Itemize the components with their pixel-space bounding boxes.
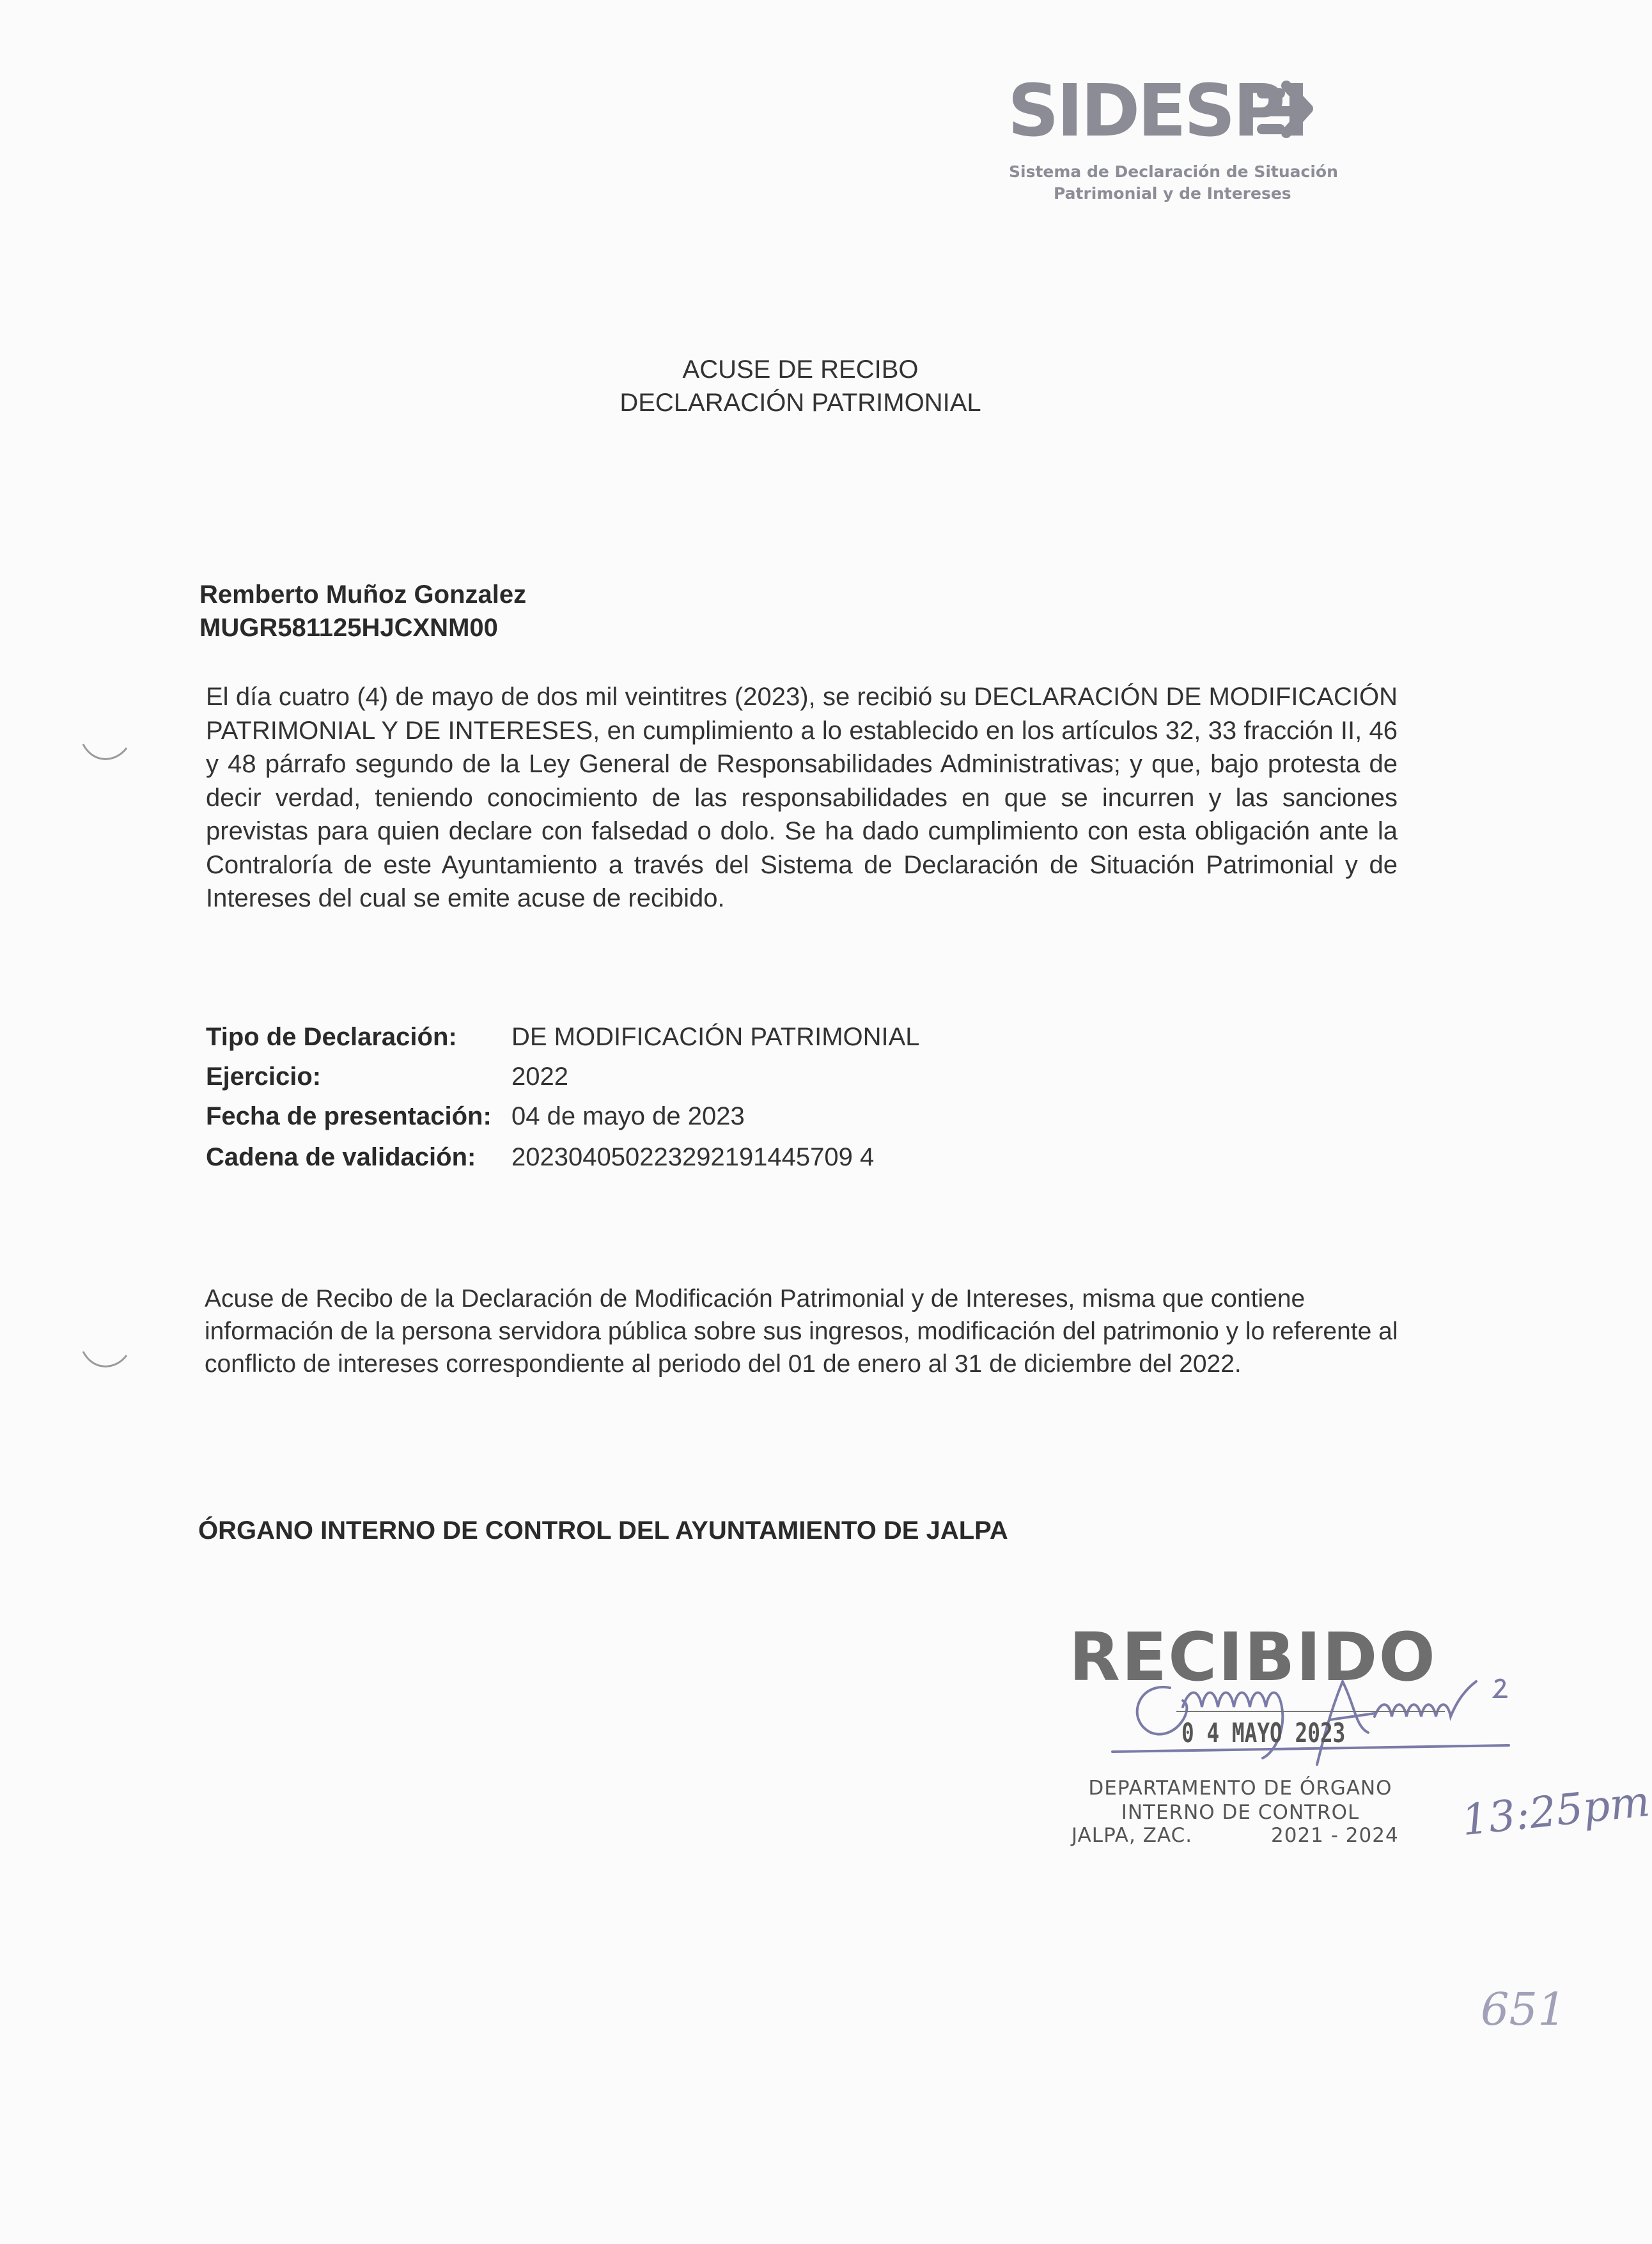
field-value: 202304050223292191445709 4 [511,1143,875,1171]
punch-hole-mark-icon [77,735,134,774]
organization-name: ÓRGANO INTERNO DE CONTROL DEL AYUNTAMIENTO DE JALPA [198,1516,1008,1545]
field-label: Fecha de presentación: [206,1102,492,1130]
document-title: ACUSE DE RECIBO [682,355,919,384]
signature-icon [1100,1662,1534,1771]
logo-wordmark: SIDESPI [1008,70,1307,153]
stamp-rule [1176,1711,1445,1712]
punch-hole-mark-icon [77,1343,134,1381]
declarant-curp: MUGR581125HJCXNM00 [199,614,498,642]
body-paragraph: El día cuatro (4) de mayo de dos mil veintitres (2023), se recibió su DECLARACIÓN DE MODIFICACIÓN PATRIMONIAL Y DE INTERESES, en cumplimiento a lo establecido en los artículos 32, 33 fracción II, 46 y 48 párrafo segundo de la Ley General de Responsabilidades Administrativas; y que, bajo protesta de decir verdad, teniendo conocimiento de las responsabilidades en que se incurren y las sanciones previstas para quien declare con falsedad o dolo. Se ha dado cumplimiento con esta obligación ante la Contraloría de este Ayuntamiento a través del Sistema de Declaración de Situación Patrimonial y de Intereses del cual se emite acuse de recibido. [206,683,1398,912]
field-value: DE MODIFICACIÓN PATRIMONIAL [511,1023,920,1051]
stamp-title: RECIBIDO [1069,1618,1437,1696]
stamp-date: 0 4 MAYO 2023 [1181,1717,1346,1749]
logo-tagline-2: Patrimonial y de Intereses [1054,184,1291,203]
field-label: Tipo de Declaración: [206,1023,457,1051]
handwritten-time: 13:25pm [1459,1776,1652,1846]
sidespi-logo [1008,70,1366,210]
stamp-line-3-left: JALPA, ZAC. [1071,1824,1193,1847]
handwritten-page-number: 651 [1481,1983,1566,2036]
field-label: Cadena de validación: [206,1143,476,1171]
field-label: Ejercicio: [206,1063,322,1091]
document-subtitle: DECLARACIÓN PATRIMONIAL [620,389,981,417]
closing-paragraph: Acuse de Recibo de la Declaración de Modificación Patrimonial y de Intereses, misma que contiene información de la persona servidora pública sobre sus ingresos, modificación del patrimonio y lo referente al conflicto de intereses correspondiente al periodo del 01 de enero al 31 de diciembre del 2022. [205,1285,1398,1378]
field-value: 04 de mayo de 2023 [511,1102,745,1130]
stamp-line-2: INTERNO DE CONTROL [1121,1801,1360,1824]
declarant-name: Remberto Muñoz Gonzalez [199,580,527,609]
logo-tagline-1: Sistema de Declaración de Situación [1009,162,1338,181]
stamp-line-3-right: 2021 - 2024 [1271,1824,1399,1847]
stamp-line-1: DEPARTAMENTO DE ÓRGANO [1088,1777,1392,1800]
field-value: 2022 [511,1063,568,1091]
arrows-icon [1251,79,1321,150]
